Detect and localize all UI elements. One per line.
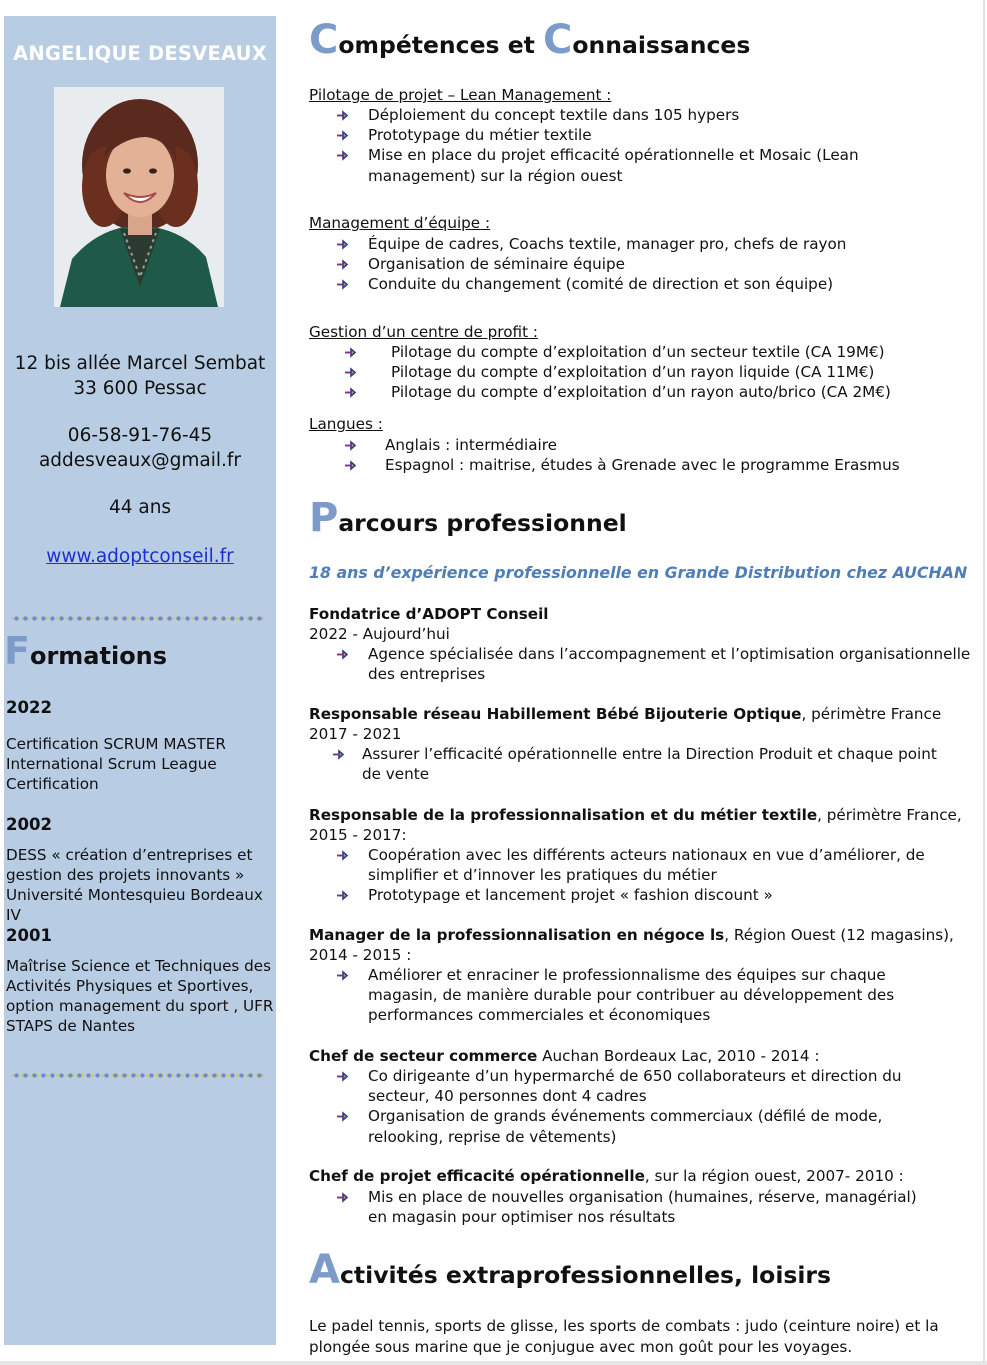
list-item: Co dirigeante d’un hypermarché de 650 collaborateurs et direction du secteur, 40 personnes dont 4 cadres	[337, 1066, 957, 1106]
job-title: Chef de projet efficacité opérationnelle, sur la région ouest, 2007- 2010 :	[309, 1167, 904, 1185]
formation-text: DESS « création d’entreprises et gestion des projets innovants » Université Montesquieu Bordeaux IV	[6, 846, 263, 924]
address-line1: 12 bis allée Marcel Sembat	[14, 353, 266, 374]
list-item: Organisation de grands événements commerciaux (défilé de mode, relooking, reprise de vêtements)	[337, 1106, 957, 1146]
list-item: Déploiement du concept textile dans 105 hypers	[337, 105, 967, 125]
list-item: Agence spécialisée dans l’accompagnement et l’optimisation organisationnelle des entreprises	[337, 644, 977, 684]
list-item: Coopération avec les différents acteurs nationaux en vue d’améliorer, de simplifier et d’innover les pratiques du métier	[337, 845, 947, 885]
job-title: Fondatrice d’ADOPT Conseil	[309, 605, 549, 623]
arrow-bullet-icon	[337, 130, 349, 141]
age: 44 ans	[108, 497, 172, 518]
arrow-bullet-icon	[337, 1192, 349, 1203]
list-item: Espagnol : maitrise, études à Grenade avec le programme Erasmus	[345, 455, 975, 475]
arrow-bullet-icon	[337, 890, 349, 901]
list-item: Prototypage et lancement projet « fashion discount »	[337, 885, 947, 905]
arrow-bullet-icon	[345, 347, 357, 358]
portrait-illustration	[54, 87, 224, 307]
sidebar	[4, 16, 276, 1345]
job-list	[337, 845, 947, 906]
competence-heading: Langues :	[309, 415, 383, 433]
list-item: Mise en place du projet efficacité opérationnelle et Mosaic (Lean management) sur la région ouest	[337, 145, 967, 185]
portrait-photo	[54, 87, 224, 307]
section-title-competences: Compétences et Connaissances	[309, 17, 751, 63]
competence-list	[345, 342, 975, 403]
job-list	[333, 744, 953, 784]
arrow-bullet-icon	[333, 749, 345, 760]
formation-year: 2022	[6, 698, 52, 717]
list-item: Anglais : intermédiaire	[345, 435, 975, 455]
job-list	[337, 1066, 957, 1147]
website-link[interactable]: www.adoptconseil.fr	[46, 546, 234, 567]
arrow-bullet-icon	[337, 110, 349, 121]
competence-list	[337, 105, 967, 186]
formations-title: Formations	[4, 629, 168, 673]
divider-bottom	[10, 1073, 264, 1078]
job-title: Manager de la professionnalisation en négoce ls, Région Ouest (12 magasins),	[309, 926, 954, 944]
competence-list	[337, 234, 967, 295]
job-dates: 2022 - Aujourd’hui	[309, 625, 450, 643]
address-line2: 33 600 Pessac	[73, 377, 207, 399]
divider-top	[10, 616, 264, 621]
arrow-bullet-icon	[337, 1071, 349, 1082]
arrow-bullet-icon	[337, 850, 349, 861]
list-item: Prototypage du métier textile	[337, 125, 967, 145]
section-title-activites: Activités extraprofessionnelles, loisirs	[309, 1247, 831, 1293]
arrow-bullet-icon	[337, 150, 349, 161]
competence-heading: Management d’équipe :	[309, 214, 491, 232]
competence-list	[345, 435, 975, 475]
list-item: Pilotage du compte d’exploitation d’un secteur textile (CA 19M€)	[345, 342, 975, 362]
list-item: Pilotage du compte d’exploitation d’un rayon liquide (CA 11M€)	[345, 362, 975, 382]
competence-heading: Pilotage de projet – Lean Management :	[309, 86, 612, 104]
arrow-bullet-icon	[345, 387, 357, 398]
list-item: Conduite du changement (comité de direction et son équipe)	[337, 274, 967, 294]
arrow-bullet-icon	[337, 259, 349, 270]
job-title: Chef de secteur commerce Auchan Bordeaux Lac, 2010 - 2014 :	[309, 1047, 820, 1065]
arrow-bullet-icon	[337, 239, 349, 250]
formation-text: Maîtrise Science et Techniques des Activités Physiques et Sportives, option management du sport , UFR STAPS de Nantes	[6, 957, 274, 1035]
competence-heading: Gestion d’un centre de profit :	[309, 323, 538, 341]
job-dates: 2014 - 2015 :	[309, 946, 412, 964]
arrow-bullet-icon	[345, 367, 357, 378]
list-item: Assurer l’efficacité opérationnelle entre la Direction Produit et chaque point de vente	[333, 744, 953, 784]
phone-number: 06-58-91-76-45	[67, 425, 213, 446]
arrow-bullet-icon	[345, 440, 357, 451]
person-name: ANGELIQUE DESVEAUX	[13, 42, 267, 65]
arrow-bullet-icon	[337, 649, 349, 660]
activites-text: Le padel tennis, sports de glisse, les sports de combats : judo (ceinture noire) et la plongée sous marine que je conjugue avec mon goût pour les voyages.	[309, 1317, 939, 1356]
experience-tagline: 18 ans d’expérience professionnelle en Grande Distribution chez AUCHAN	[309, 563, 968, 582]
page-edge-bottom	[0, 1361, 987, 1365]
job-title: Responsable réseau Habillement Bébé Bijouterie Optique, périmètre France	[309, 705, 942, 723]
arrow-bullet-icon	[337, 279, 349, 290]
job-dates: 2017 - 2021	[309, 725, 402, 743]
job-dates: 2015 - 2017:	[309, 826, 407, 844]
arrow-bullet-icon	[337, 1111, 349, 1122]
section-title-parcours: Parcours professionnel	[309, 495, 627, 541]
formation-text: Certification SCRUM MASTER International Scrum League Certification	[6, 735, 226, 793]
arrow-bullet-icon	[345, 460, 357, 471]
list-item: Améliorer et enraciner le professionnalisme des équipes sur chaque magasin, de manière durable pour contribuer au développement des performances commerciales et économiques	[337, 965, 957, 1026]
email-address[interactable]: addesveaux@gmail.fr	[38, 449, 242, 471]
formation-year: 2001	[6, 926, 52, 945]
job-list	[337, 644, 977, 684]
page-edge-right	[983, 0, 985, 1365]
job-list	[337, 1187, 937, 1227]
list-item: Pilotage du compte d’exploitation d’un rayon auto/brico (CA 2M€)	[345, 382, 975, 402]
job-title: Responsable de la professionnalisation et du métier textile, périmètre France,	[309, 806, 962, 824]
job-list	[337, 965, 957, 1026]
arrow-bullet-icon	[337, 970, 349, 981]
list-item: Mis en place de nouvelles organisation (humaines, réserve, managérial) en magasin pour optimiser nos résultats	[337, 1187, 937, 1227]
list-item: Organisation de séminaire équipe	[337, 254, 967, 274]
list-item: Équipe de cadres, Coachs textile, manager pro, chefs de rayon	[337, 234, 967, 254]
formation-year: 2002	[6, 815, 52, 834]
